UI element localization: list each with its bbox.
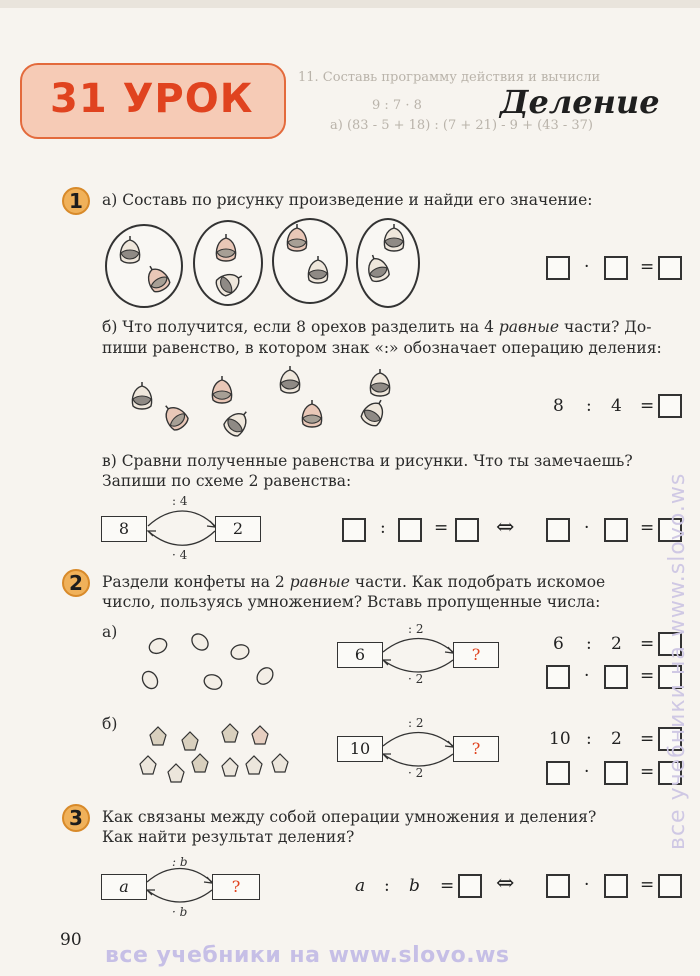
answer-box[interactable] (455, 518, 479, 542)
nut-icon (120, 236, 139, 263)
answer-box[interactable] (546, 874, 570, 898)
divide-sign: : (586, 634, 592, 654)
scheme-left-box: 8 (101, 516, 147, 542)
divisor: 2 (611, 729, 622, 749)
task-number-1: 1 (62, 187, 90, 215)
task1-b-text-line2: пиши равенство, в котором знак «:» обозначает операцию деления: (102, 339, 662, 357)
scheme-top-label: : b (172, 855, 188, 869)
equals-sign: = (640, 762, 655, 782)
task2-b-label: б) (102, 715, 118, 733)
candies-a (139, 631, 276, 692)
candies-b (140, 724, 288, 782)
answer-box[interactable] (604, 518, 628, 542)
scheme-bottom-label: · 2 (408, 672, 424, 686)
scheme-top-label: : 2 (408, 622, 424, 636)
nut-icon (384, 224, 403, 251)
nut-icon (308, 256, 327, 283)
equals-sign: = (640, 666, 655, 686)
task2-text-line2: число, пользуясь умножением? Вставь пропущенные числа: (102, 593, 601, 611)
equivalence-sign: ⇔ (496, 871, 515, 896)
nut-icon (212, 376, 231, 403)
divide-sign: : (586, 396, 592, 416)
variable-b: b (409, 876, 420, 896)
answer-box[interactable] (546, 761, 570, 785)
nut-icon (214, 268, 247, 298)
equals-sign: = (640, 396, 655, 416)
task1-a-text: а) Составь по рисунку произведение и найди его значение: (102, 191, 593, 209)
dividend: 8 (553, 396, 564, 416)
divisor: 4 (611, 396, 622, 416)
nut-icon (216, 234, 235, 261)
answer-box[interactable] (604, 874, 628, 898)
answer-box[interactable] (546, 665, 570, 689)
scheme-unknown-box: ? (453, 642, 499, 668)
task1-b-text: б) Что получится, если 8 орехов разделить на 4 равные части? До- (102, 318, 652, 336)
equals-sign: = (640, 729, 655, 749)
answer-box[interactable] (342, 518, 366, 542)
nut-icon (359, 395, 389, 428)
dividend: 10 (549, 729, 571, 749)
task2-text: Раздели конфеты на 2 равные части. Как подобрать искомое (102, 573, 606, 591)
scheme-bottom-label: · b (172, 905, 188, 919)
variable-a: a (355, 876, 366, 896)
task1-c-text: в) Сравни полученные равенства и рисунки. Что ты замечаешь? (102, 452, 633, 470)
nut-icon (280, 366, 299, 393)
multiply-sign: · (584, 875, 590, 895)
page-number: 90 (60, 930, 82, 950)
multiply-sign: · (584, 257, 590, 277)
answer-box[interactable] (604, 761, 628, 785)
faint-text-3: 9 : 7 · 8 (372, 98, 422, 113)
scheme-unknown-box: ? (453, 736, 499, 762)
scheme-top-label: : 2 (408, 716, 424, 730)
nut-icon (364, 252, 391, 284)
faint-text-1: 11. Составь программу действия и вычисли (298, 70, 601, 85)
task-number-2: 2 (62, 569, 90, 597)
task3-text-line2: Как найти результат деления? (102, 828, 355, 846)
divide-sign: : (380, 518, 386, 538)
nut-icon (158, 400, 190, 433)
nut-icon (287, 224, 306, 251)
answer-box[interactable] (604, 665, 628, 689)
answer-box[interactable] (546, 518, 570, 542)
equals-sign: = (440, 876, 455, 896)
scheme-bottom-label: · 2 (408, 766, 424, 780)
equals-sign: = (640, 518, 655, 538)
task-number-3: 3 (62, 804, 90, 832)
multiply-sign: · (584, 666, 590, 686)
equivalence-sign: ⇔ (496, 515, 515, 540)
arrow-divide (148, 511, 215, 526)
answer-box[interactable] (398, 518, 422, 542)
multiply-sign: · (584, 518, 590, 538)
equals-sign: = (640, 875, 655, 895)
scheme-unknown-box: ? (212, 874, 260, 900)
scheme-left-box: 6 (337, 642, 383, 668)
answer-box[interactable] (458, 874, 482, 898)
equals-sign: = (434, 518, 449, 538)
scheme-bottom-label: · 4 (172, 548, 188, 562)
nut-icon (132, 382, 151, 409)
answer-box[interactable] (546, 256, 570, 280)
divide-sign: : (586, 729, 592, 749)
multiply-sign: · (584, 762, 590, 782)
faint-text-2: а) (83 - 5 + 18) : (7 + 21) - 9 + (43 - 37) (330, 118, 593, 133)
task3-text: Как связаны между собой операции умножения и деления? (102, 808, 597, 826)
side-watermark: все учебники на www.slovo.ws (665, 472, 690, 850)
equals-sign: = (640, 257, 655, 277)
scheme-right-box: 2 (215, 516, 261, 542)
nut-icon (370, 369, 389, 396)
nut-icon (142, 261, 172, 294)
scheme-top-label: : 4 (172, 494, 188, 508)
answer-box[interactable] (658, 874, 682, 898)
scheme-left-box: 10 (337, 736, 383, 762)
scheme-left-box: a (101, 874, 147, 900)
dividend: 6 (553, 634, 564, 654)
lesson-label: 31 УРОК (50, 76, 254, 122)
answer-box[interactable] (604, 256, 628, 280)
watermark-text: все учебники на www.slovo.ws (105, 943, 510, 968)
nut-icon (222, 406, 254, 439)
equals-sign: = (640, 634, 655, 654)
divisor: 2 (611, 634, 622, 654)
task2-a-label: а) (102, 623, 118, 641)
lesson-title: Деление (500, 83, 660, 121)
task1-c-text-line2: Запиши по схеме 2 равенства: (102, 472, 352, 490)
divide-sign: : (384, 876, 390, 896)
arrow-multiply (148, 531, 215, 545)
nut-icon (302, 400, 321, 427)
